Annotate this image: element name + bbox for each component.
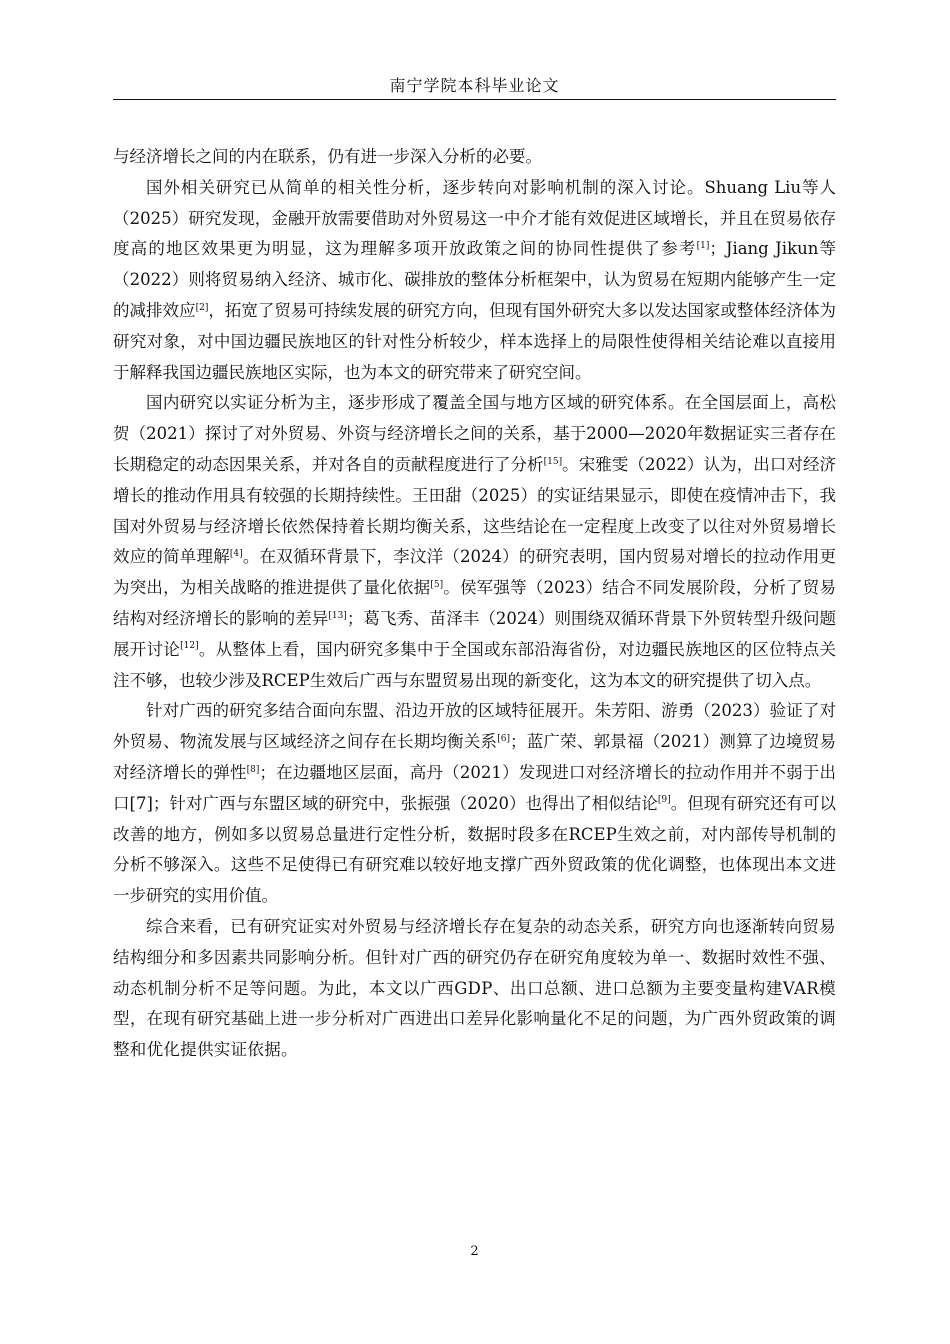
text-run: ；在边疆地区层面，高丹（2021）发现进口对经济增长的拉动作用并不弱于出口[7]；针对广西与东盟区域的研究中，张振强（2020）也得出了相似结论 — [113, 762, 836, 813]
text-run: 。从整体上看，国内研究多集中于全国或东部沿海省份，对边疆民族地区的区位特点关注不够，也较少涉及RCEP生效后广西与东盟贸易出现的新变化，这为本文的研究提供了切入点。 — [113, 639, 837, 690]
text-run: 与经济增长之间的内在联系，仍有进一步深入分析的必要。 — [113, 147, 542, 166]
text-run: ，拓宽了贸易可持续发展的研究方向，但现有国外研究大多以发达国家或整体经济体为研究对象，对中国边疆民族地区的针对性分析较少，样本选择上的局限性使得相关结论难以直接用于解释我国边疆民族地区实际，也为本文的研究带来了研究空间。 — [113, 300, 837, 382]
paragraph-foreign-research — [113, 173, 836, 389]
citation-ref: [8] — [246, 764, 260, 775]
running-header: 南宁学院本科毕业论文 — [389, 76, 560, 95]
text-run: 。但现有研究还有可以改善的地方，例如多以贸易总量进行定性分析，数据时段多在RCEP生效之前，对内部传导机制的分析不够深入。这些不足使得已有研究难以较好地支撑广西外贸政策的优化调整，也体现出本文进一步研究的实用价值。 — [113, 793, 837, 906]
text-run: ；葛飞秀、苗泽丰（2024）则围绕双循环背景下外贸转型升级问题展开讨论 — [113, 608, 837, 659]
body-text — [113, 142, 836, 1066]
text-run: 综合来看，已有研究证实对外贸易与经济增长存在复杂的动态关系，研究方向也逐渐转向贸易结构细分和多因素共同影响分析。但针对广西的研究仍存在研究角度较为单一、数据时效性不强、动态机制分析不足等问题。为此，本文以广西GDP、出口总额、进口总额为主要变量构建VAR模型，在现有研究基础上进一步分析对广西进出口差异化影响量化不足的问题，为广西外贸政策的调整和优化提供实证依据。 — [113, 916, 836, 1060]
citation-ref: [13] — [328, 610, 347, 621]
text-run: 国外相关研究已从简单的相关性分析，逐步转向对影响机制的深入讨论。Shuang Liu等人（2025）研究发现，金融开放需要借助对外贸易这一中介才能有效促进区域增长，并且在贸易依存度高的地区效果更为明显，这为理解多项开放政策之间的协同性提供了参考 — [113, 177, 836, 259]
paragraph-domestic-research — [113, 388, 836, 696]
paragraph-guangxi-research — [113, 696, 836, 912]
citation-ref: [9] — [657, 795, 671, 806]
text-run: ；蓝广荣、郭景福（2021）测算了边境贸易对经济增长的弹性 — [113, 732, 836, 782]
text-run: 针对广西的研究多结合面向东盟、沿边开放的区域特征展开。朱芳阳、游勇（2023）验证了对外贸易、物流发展与区域经济之间存在长期均衡关系 — [113, 701, 836, 752]
citation-ref: [12] — [180, 641, 199, 652]
paragraph-summary — [113, 912, 836, 1066]
citation-ref: [5] — [430, 579, 444, 590]
text-run: 。宋雅雯（2022）认为，出口对经济增长的推动作用具有较强的长期持续性。王田甜（2025）的实证结果显示，即使在疫情冲击下，我国对外贸易与经济增长依然保持着长期均衡关系，这些结论在一定程度上改变了以往对外贸易增长效应的简单理解 — [113, 454, 837, 567]
citation-ref: [6] — [497, 733, 510, 744]
citation-ref: [1] — [696, 241, 710, 252]
citation-ref: [15] — [543, 456, 563, 467]
page-number: 2 — [470, 1244, 479, 1259]
text-run: ；Jiang Jikun等（2022）则将贸易纳入经济、城市化、碳排放的整体分析框架中，认为贸易在短期内能够产生一定的减排效应 — [113, 239, 837, 320]
header-rule — [113, 99, 836, 100]
text-run: 。在双循环背景下，李汶洋（2024）的研究表明，国内贸易对增长的拉动作用更为突出，为相关战略的推进提供了量化依据 — [113, 547, 837, 598]
citation-ref: [4] — [229, 549, 243, 560]
text-run: 国内研究以实证分析为主，逐步形成了覆盖全国与地方区域的研究体系。在全国层面上，高松贺（2021）探讨了对外贸易、外资与经济增长之间的关系，基于2000—2020年数据证实三者存在长期稳定的动态因果关系，并对各自的贡献程度进行了分析 — [113, 393, 836, 474]
citation-ref: [2] — [195, 302, 209, 313]
paragraph-continuation — [113, 142, 836, 173]
text-run: 。侯军强等（2023）结合不同发展阶段，分析了贸易结构对经济增长的影响的差异 — [113, 578, 836, 628]
